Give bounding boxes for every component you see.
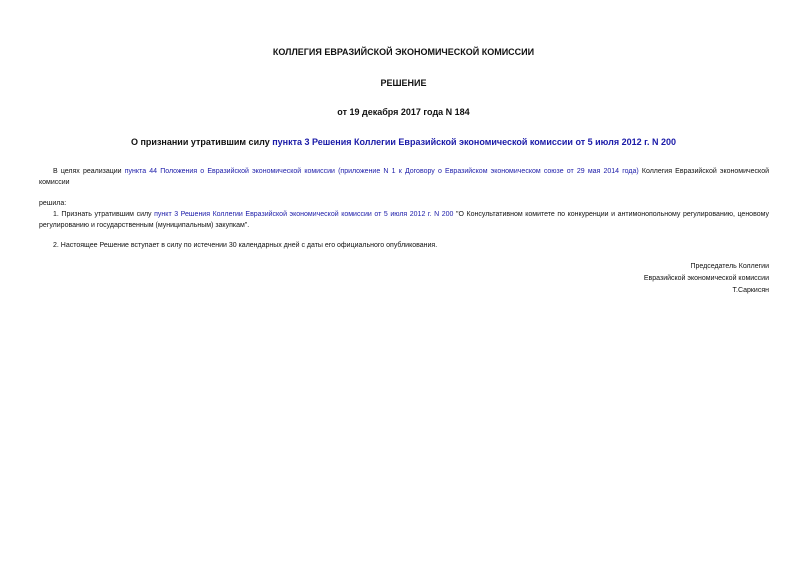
- item-1-text-before: 1. Признать утратившим силу: [53, 211, 155, 218]
- item-1-paragraph: [39, 209, 769, 231]
- document-title: [0, 136, 807, 148]
- preamble-text-after: Коллегия Евразийской экономической комиссии: [39, 168, 770, 186]
- item-2-paragraph: 2. Настоящее Решение вступает в силу по истечении 30 календарных дней с даты его официального опубликования.: [53, 242, 438, 249]
- signature-block: [644, 261, 769, 297]
- decided-label: решила:: [39, 200, 67, 207]
- title-link[interactable]: пункта 3 Решения Коллегии Евразийской экономической комиссии от 5 июля 2012 г. N 200: [272, 137, 676, 147]
- date-number-heading: от 19 декабря 2017 года N 184: [337, 107, 470, 117]
- document-type-heading: РЕШЕНИЕ: [380, 78, 427, 88]
- item-1-link[interactable]: пункт 3 Решения Коллегии Евразийской экономической комиссии от 5 июля 2012 г. N 200: [154, 211, 454, 218]
- organization-heading: КОЛЛЕГИЯ ЕВРАЗИЙСКОЙ ЭКОНОМИЧЕСКОЙ КОМИССИИ: [272, 47, 535, 57]
- signature-name: Т.Саркисян: [732, 287, 769, 294]
- preamble-link[interactable]: пункта 44 Положения о Евразийской экономической комиссии (приложение N 1 к Договору о Евразийском экономическом союзе от 29 мая 2014 года): [124, 168, 639, 175]
- signature-position-line2: Евразийской экономической комиссии: [643, 275, 769, 282]
- item-1-text-after: "О Консультативном комитете по конкуренции и антимонопольному регулированию, ценовому регулированию и государственным (муниципальным) закупкам".: [39, 211, 769, 229]
- title-prefix: О признании утратившим силу: [130, 137, 273, 147]
- preamble-text-before: В целях реализации: [53, 168, 125, 175]
- signature-position-line1: Председатель Коллегии: [690, 263, 769, 270]
- preamble-paragraph: [39, 166, 769, 188]
